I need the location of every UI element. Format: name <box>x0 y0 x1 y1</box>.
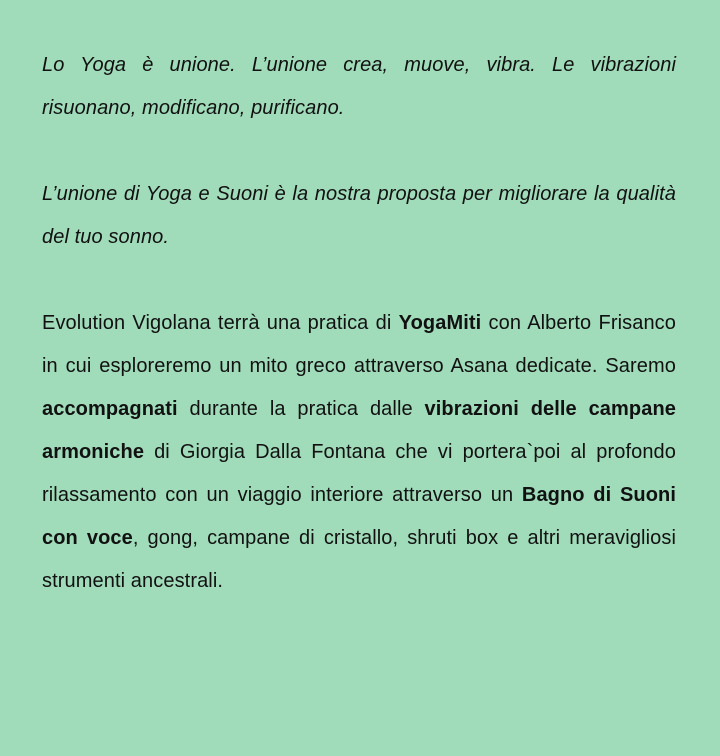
vibrazioni-highlight: vibrazioni delle campane armoniche <box>42 398 676 463</box>
intro-paragraph: Lo Yoga è unione. L’unione crea, muove, vibra. Le vibrazioni risuonano, modificano, purificano. <box>42 54 676 119</box>
bagno-di-suoni-highlight: Bagno di Suoni con voce <box>42 484 676 549</box>
proposal-paragraph: L’unione di Yoga e Suoni è la nostra proposta per migliorare la qualità del tuo sonno. <box>42 183 676 248</box>
event-text-5: , gong, campane di cristallo, shruti box e altri meravigliosi strumenti ancestrali. <box>42 527 677 592</box>
event-text-4: di Giorgia Dalla Fontana che vi portera`poi al profondo rilassamento con un viaggio interiore attraverso un <box>42 441 676 506</box>
event-text-1: Evolution Vigolana terrà una pratica di <box>42 312 399 334</box>
document-body <box>42 44 676 603</box>
event-text-3: durante la pratica dalle <box>177 398 425 420</box>
event-paragraph <box>42 302 676 603</box>
yogamiti-highlight: YogaMiti <box>398 312 482 334</box>
event-text-2: con Alberto Frisanco in cui esploreremo un mito greco attraverso Asana dedicate. Saremo <box>42 312 676 377</box>
accompagnati-highlight: accompagnati <box>42 398 178 420</box>
